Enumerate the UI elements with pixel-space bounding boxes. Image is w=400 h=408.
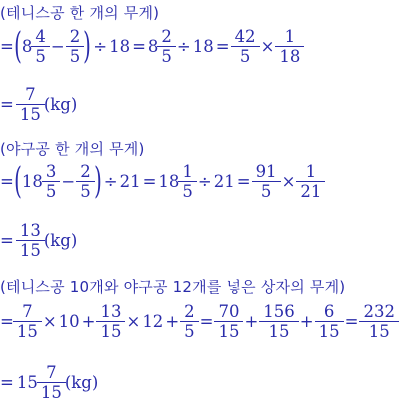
left-paren: ( xyxy=(13,25,22,67)
fraction: $\frac{232}{15}$ xyxy=(361,303,397,341)
tennis-ball-result-line xyxy=(0,86,77,124)
number: 21 xyxy=(213,171,235,191)
tennis-ball-weight-header: (테니스공 한 개의 무게) xyxy=(0,4,160,22)
whole-number: 15 xyxy=(16,372,38,392)
whole-number: 8 xyxy=(21,36,33,56)
minus-sign: − xyxy=(61,171,76,191)
equals-sign: = xyxy=(0,372,14,392)
equals-sign: = xyxy=(132,36,146,56)
unit-label: (kg) xyxy=(64,372,99,392)
fraction: $\frac{1}{18}$ xyxy=(277,28,302,66)
minus-sign: − xyxy=(50,36,65,56)
right-paren: ) xyxy=(83,25,92,67)
fraction: $\frac{42}{5}$ xyxy=(233,28,258,66)
plus-sign: + xyxy=(299,311,314,331)
baseball-equation-line1 xyxy=(0,160,324,202)
equals-sign: = xyxy=(215,36,230,56)
fraction: $\frac{156}{15}$ xyxy=(261,303,297,341)
plus-sign: + xyxy=(81,311,96,331)
number: 12 xyxy=(142,311,164,331)
fraction: $\frac{6}{15}$ xyxy=(317,303,342,341)
divide-sign: ÷ xyxy=(176,36,191,56)
baseball-result-line xyxy=(0,222,77,260)
fraction: $\frac{2}{5}$ xyxy=(182,303,197,341)
divide-sign: ÷ xyxy=(197,171,212,191)
fraction: $\frac{3}{5}$ xyxy=(44,163,59,201)
times-sign: × xyxy=(281,171,296,191)
right-paren: ) xyxy=(93,160,102,202)
fraction: $\frac{2}{5}$ xyxy=(78,163,93,201)
times-sign: × xyxy=(126,311,141,331)
equals-sign: = xyxy=(0,94,14,114)
number: 18 xyxy=(192,36,214,56)
result-fraction: $\frac{7}{15}$ xyxy=(39,364,64,402)
divide-sign: ÷ xyxy=(103,171,118,191)
unit-label: (kg) xyxy=(43,230,78,250)
number: 18 xyxy=(109,36,131,56)
number: 10 xyxy=(58,311,80,331)
plus-sign: + xyxy=(244,311,259,331)
fraction: $\frac{1}{21}$ xyxy=(298,163,323,201)
times-sign: × xyxy=(42,311,57,331)
fraction: $\frac{2}{5}$ xyxy=(68,28,83,66)
plus-sign: + xyxy=(165,311,180,331)
left-paren: ( xyxy=(13,160,22,202)
equals-sign: = xyxy=(0,311,14,331)
equals-sign: = xyxy=(142,171,157,191)
divide-sign: ÷ xyxy=(93,36,108,56)
tennis-ball-equation-line1 xyxy=(0,25,303,67)
result-fraction: $\frac{13}{15}$ xyxy=(18,222,43,260)
equals-sign: = xyxy=(199,311,214,331)
equals-sign: = xyxy=(0,171,14,191)
fraction: $\frac{13}{15}$ xyxy=(98,303,123,341)
fraction: $\frac{2}{5}$ xyxy=(159,28,174,66)
times-sign: × xyxy=(260,36,275,56)
unit-label: (kg) xyxy=(43,94,78,114)
equals-sign: = xyxy=(344,311,359,331)
equals-sign: = xyxy=(0,230,14,250)
result-fraction: $\frac{7}{15}$ xyxy=(18,86,43,124)
number: 21 xyxy=(119,171,141,191)
fraction: $\frac{91}{5}$ xyxy=(254,163,279,201)
box-weight-result-line xyxy=(0,364,98,402)
fraction: $\frac{7}{15}$ xyxy=(15,303,40,341)
whole-number: 8 xyxy=(147,36,159,56)
box-weight-equation-line1 xyxy=(0,303,398,341)
fraction: $\frac{4}{5}$ xyxy=(33,28,48,66)
equals-sign: = xyxy=(0,36,14,56)
equals-sign: = xyxy=(236,171,251,191)
whole-number: 18 xyxy=(21,171,43,191)
box-weight-header: (테니스공 10개와 야구공 12개를 넣은 상자의 무게) xyxy=(0,278,346,296)
baseball-weight-header: (야구공 한 개의 무게) xyxy=(0,140,145,158)
whole-number: 18 xyxy=(158,171,180,191)
fraction: $\frac{70}{15}$ xyxy=(216,303,241,341)
fraction: $\frac{1}{5}$ xyxy=(180,163,195,201)
